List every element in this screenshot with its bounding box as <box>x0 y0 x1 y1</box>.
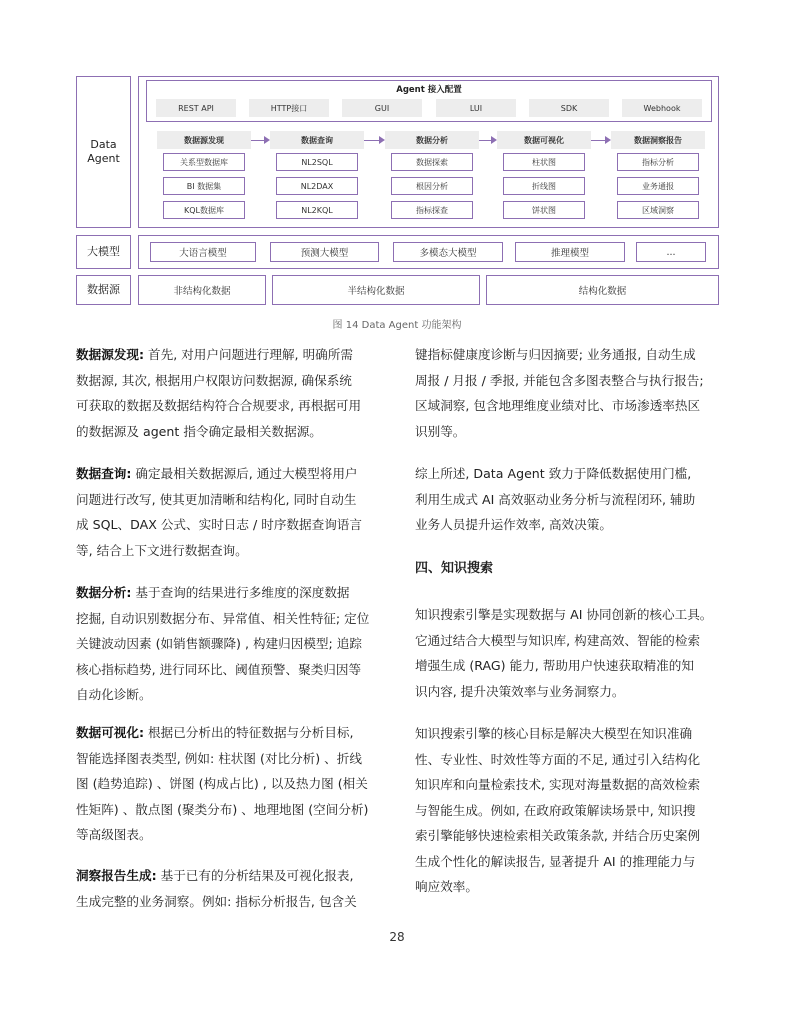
text-line: 知识库和向量检索技术, 实现对海量数据的高效检索 <box>415 777 701 792</box>
text-line: 问题进行改写, 使其更加清晰和结构化, 同时自动生 <box>76 491 357 507</box>
config-item: SDK <box>529 99 609 117</box>
stage-header: 数据洞察报告 <box>611 131 705 149</box>
text-line: 知识搜索引擎的核心目标是解决大模型在知识准确 <box>415 726 693 741</box>
model-item: ... <box>636 242 706 262</box>
paragraph-knowledge-search <box>415 602 720 704</box>
stage-item: NL2DAX <box>276 177 358 195</box>
stage-item: 区域洞察 <box>617 201 699 219</box>
config-item: LUI <box>436 99 516 117</box>
text-line: 增强生成 (RAG) 能力, 帮助用户快速获取精准的知 <box>415 658 694 673</box>
arrow-line <box>591 140 605 141</box>
arrow-line <box>251 140 264 141</box>
text-line: 它通过结合大模型与知识库, 构建高效、智能的检索 <box>415 632 701 648</box>
text-line: 综上所述, Data Agent 致力于降低数据使用门槛, <box>415 466 692 481</box>
stage-item: 柱状图 <box>503 153 585 171</box>
paragraph-text: 基于查询的结果进行多维度的深度数据 <box>131 585 350 600</box>
paragraph-heading: 数据源发现: <box>76 347 145 362</box>
stage-item: NL2SQL <box>276 153 358 171</box>
stage-item: 指标探查 <box>391 201 473 219</box>
text-line: 性矩阵) 、散点图 (聚类分布) 、地理地图 (空间分析) <box>76 801 369 817</box>
paragraph-p4 <box>76 720 381 848</box>
stage-item: 饼状图 <box>503 201 585 219</box>
text-line: 等高级图表。 <box>76 827 152 842</box>
stage-item: 业务通报 <box>617 177 699 195</box>
paragraph-heading: 数据可视化: <box>76 725 145 740</box>
stage-item: BI 数据集 <box>163 177 245 195</box>
data-agent-label-line2: Agent <box>87 152 120 165</box>
text-line <box>76 342 381 368</box>
model-item: 推理模型 <box>515 242 625 262</box>
paragraph-text: 确定最相关数据源后, 通过大模型将用户 <box>131 466 358 481</box>
text-line: 识别等。 <box>415 423 466 439</box>
text-line: 核心指标趋势, 进行同环比、阈值预警、聚类归因等 <box>76 661 362 677</box>
paragraph-summary <box>415 461 720 538</box>
model-item: 预测大模型 <box>270 242 379 262</box>
text-line: 成 SQL、DAX 公式、实时日志 / 时序数据查询语言 <box>76 517 362 532</box>
stage-header: 数据查询 <box>270 131 364 149</box>
stage-header: 数据可视化 <box>497 131 591 149</box>
stage-item: 指标分析 <box>617 153 699 171</box>
text-line: 知识搜索引擎是实现数据与 AI 协同创新的核心工具。 <box>415 607 713 622</box>
text-line <box>76 863 381 889</box>
text-line <box>76 461 381 487</box>
stage-item: 折线图 <box>503 177 585 195</box>
text-line: 图 (趋势追踪) 、饼图 (构成占比) , 以及热力图 (相关 <box>76 776 368 791</box>
paragraph-p2 <box>76 461 381 563</box>
text-line: 关键波动因素 (如销售额骤降) , 构建归因模型; 追踪 <box>76 636 362 651</box>
stage-item: KQL数据库 <box>163 201 245 219</box>
text-line: 可获取的数据及数据结构符合合规要求, 再根据可用 <box>76 398 362 413</box>
stage-header: 数据源发现 <box>157 131 251 149</box>
config-item: GUI <box>342 99 422 117</box>
model-item: 大语言模型 <box>150 242 256 262</box>
stage-header: 数据分析 <box>385 131 479 149</box>
paragraph-p1 <box>76 342 381 444</box>
datasource-label: 数据源 <box>76 275 131 305</box>
figure-caption: 图 14 Data Agent 功能架构 <box>332 320 462 331</box>
paragraph-report-continued <box>415 342 720 444</box>
stage-item: NL2KQL <box>276 201 358 219</box>
datasource-item: 非结构化数据 <box>138 275 266 305</box>
model-item: 多模态大模型 <box>393 242 503 262</box>
agent-config-title: Agent 接入配置 <box>396 85 462 95</box>
stage-item: 关系型数据库 <box>163 153 245 171</box>
data-agent-label-box <box>76 76 131 228</box>
text-line: 识内容, 提升决策效率与业务洞察力。 <box>415 683 625 699</box>
text-line: 挖掘, 自动识别数据分布、异常值、相关性特征; 定位 <box>76 610 370 626</box>
datasource-item: 结构化数据 <box>486 275 719 305</box>
llm-label: 大模型 <box>76 235 131 269</box>
text-line: 周报 / 月报 / 季报, 并能包含多图表整合与执行报告; <box>415 372 704 388</box>
text-line: 利用生成式 AI 高效驱动业务分析与流程闭环, 辅助 <box>415 491 696 507</box>
text-line: 业务人员提升运作效率, 高效决策。 <box>415 517 612 532</box>
text-line: 区域洞察, 包含地理维度业绩对比、市场渗透率热区 <box>415 398 701 413</box>
text-line: 响应效率。 <box>415 879 478 894</box>
arrow-line <box>479 140 491 141</box>
arrow-line <box>364 140 379 141</box>
text-line: 与智能生成。例如, 在政府政策解读场景中, 知识搜 <box>415 802 696 818</box>
config-item: HTTP接口 <box>249 99 329 117</box>
text-line <box>76 720 381 746</box>
paragraph-p3 <box>76 580 381 708</box>
config-item: Webhook <box>622 99 702 117</box>
paragraph-heading: 数据分析: <box>76 585 132 600</box>
text-line: 生成个性化的解读报告, 显著提升 AI 的推理能力与 <box>415 853 696 869</box>
text-line: 键指标健康度诊断与归因摘要; 业务通报, 自动生成 <box>415 347 696 362</box>
paragraph-knowledge-goal <box>415 721 720 900</box>
paragraph-p5 <box>76 863 381 914</box>
text-line: 的数据源及 agent 指令确定最相关数据源。 <box>76 423 322 439</box>
data-agent-label-line1: Data <box>90 137 117 151</box>
text-line: 性、专业性、时效性等方面的不足, 通过引入结构化 <box>415 751 701 767</box>
config-item: REST API <box>156 99 236 117</box>
text-line: 数据源, 其次, 根据用户权限访问数据源, 确保系统 <box>76 372 352 388</box>
text-line: 等, 结合上下文进行数据查询。 <box>76 542 248 558</box>
paragraph-text: 首先, 对用户问题进行理解, 明确所需 <box>144 347 353 362</box>
text-line: 智能选择图表类型, 例如: 柱状图 (对比分析) 、折线 <box>76 750 362 766</box>
paragraph-heading: 洞察报告生成: <box>76 868 157 883</box>
paragraph-heading: 数据查询: <box>76 466 132 481</box>
paragraph-text: 基于已有的分析结果及可视化报表, <box>156 868 354 883</box>
section-title: 四、知识搜索 <box>415 561 494 576</box>
stage-item: 根因分析 <box>391 177 473 195</box>
text-line <box>76 580 381 606</box>
text-line: 自动化诊断。 <box>76 687 152 702</box>
text-line: 索引擎能够快速检索相关政策条款, 并结合历史案例 <box>415 828 701 843</box>
text-line: 生成完整的业务洞察。例如: 指标分析报告, 包含关 <box>76 893 357 909</box>
datasource-item: 半结构化数据 <box>272 275 480 305</box>
page-number: 28 <box>389 930 405 944</box>
stage-item: 数据探索 <box>391 153 473 171</box>
paragraph-text: 根据已分析出的特征数据与分析目标, <box>144 725 354 740</box>
